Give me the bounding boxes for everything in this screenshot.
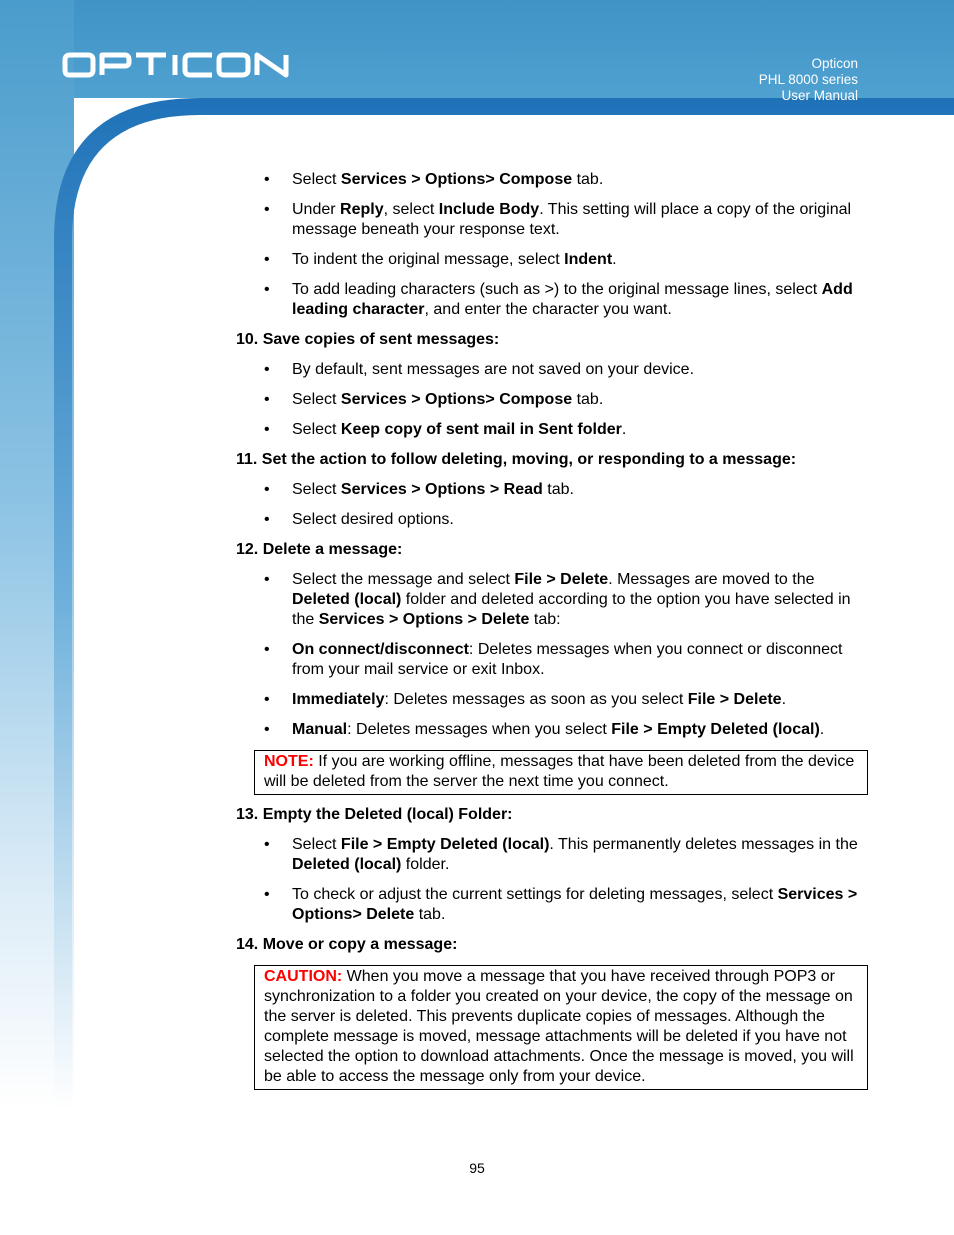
bold-text: Add leading character — [292, 281, 853, 318]
text: Select desired options. — [292, 511, 454, 528]
text: . Messages are moved to the — [608, 571, 815, 588]
page-number: 95 — [469, 1160, 485, 1176]
bold-text: Services > Options > Read — [340, 481, 543, 498]
header-series: PHL 8000 series — [758, 72, 858, 87]
text: Select — [292, 171, 341, 188]
text: folder and deleted according to the option you have selected in the — [292, 591, 851, 628]
text: . — [819, 721, 825, 738]
text: By default, sent messages are not saved on your device. — [292, 361, 695, 378]
header-document-info — [759, 56, 858, 104]
text: . — [621, 421, 627, 438]
page-content — [236, 170, 868, 1100]
bullet-item — [236, 510, 868, 530]
bold-text: Reply — [340, 201, 384, 218]
bold-text: Deleted (local) — [292, 591, 402, 608]
text: tab. — [572, 171, 604, 188]
bold-text: Keep copy of sent mail in Sent folder — [340, 421, 622, 438]
bold-text: Services > Options> Compose — [340, 391, 573, 408]
section-heading: 14. Move or copy a message: — [236, 936, 458, 953]
text: : Deletes messages when you select — [347, 721, 612, 738]
section-heading: 12. Delete a message: — [236, 541, 403, 558]
text: tab. — [542, 481, 574, 498]
bullet-item — [236, 420, 868, 440]
note-box — [254, 750, 868, 795]
callout-label: NOTE: — [264, 753, 314, 770]
bullet-item — [236, 170, 868, 190]
text: . This setting will place a copy of the original message beneath your response text. — [292, 201, 852, 238]
section-heading: 11. Set the action to follow deleting, moving, or responding to a message: — [236, 451, 797, 468]
bullet-item — [236, 720, 868, 740]
text: : Deletes messages as soon as you select — [384, 691, 688, 708]
bold-text: On connect/disconnect — [292, 641, 469, 658]
bold-text: Deleted (local) — [292, 856, 402, 873]
bullet-item — [236, 360, 868, 380]
section-heading: 13. Empty the Deleted (local) Folder: — [236, 806, 513, 823]
text: tab: — [529, 611, 561, 628]
callout-text: When you move a message that you have received through POP3 or synchronization to a folder you created on your device, the copy of the message on the server is deleted. This prevents duplicate copies of messages. Although the complete message is moved, message attachments will be deleted if you have not selected the option to download attachments. Once the message is moved, you will be able to access the message only from your device. — [264, 968, 854, 1085]
section-heading: 10. Save copies of sent messages: — [236, 331, 500, 348]
text: , select — [383, 201, 439, 218]
callout-text: If you are working offline, messages that have been deleted from the device will be deleted from the server the next time you connect. — [264, 753, 855, 790]
bullet-item — [236, 480, 868, 500]
header-doc: User Manual — [781, 88, 858, 103]
text: : Deletes messages when you connect or disconnect from your mail service or exit Inbox. — [292, 641, 843, 678]
callout-label: CAUTION: — [264, 968, 343, 985]
bullet-item — [236, 835, 868, 875]
bullet-item — [236, 280, 868, 320]
text: tab. — [572, 391, 604, 408]
bold-text: File > Delete — [514, 571, 609, 588]
bold-text: Services > Options> Compose — [340, 171, 573, 188]
text: folder. — [401, 856, 450, 873]
text: . — [781, 691, 787, 708]
text: Select — [292, 421, 341, 438]
bullet-item — [236, 640, 868, 680]
bold-text: Manual — [292, 721, 348, 738]
text: tab. — [414, 906, 446, 923]
bullet-item — [236, 250, 868, 270]
bullet-item — [236, 390, 868, 410]
text: Select the message and select — [292, 571, 515, 588]
opticon-logo — [62, 52, 294, 78]
bullet-item — [236, 885, 868, 925]
bullet-item — [236, 570, 868, 630]
bold-text: Services > Options> Delete — [292, 886, 858, 923]
text: , and enter the character you want. — [424, 301, 672, 318]
text: Select — [292, 481, 341, 498]
text: Select — [292, 836, 341, 853]
text: . This permanently deletes messages in the — [549, 836, 858, 853]
bold-text: File > Delete — [687, 691, 782, 708]
text: To check or adjust the current settings for deleting messages, select — [292, 886, 778, 903]
text: Select — [292, 391, 341, 408]
bold-text: Indent — [564, 251, 613, 268]
bullet-item — [236, 690, 868, 710]
bold-text: File > Empty Deleted (local) — [611, 721, 820, 738]
bold-text: File > Empty Deleted (local) — [340, 836, 550, 853]
header-company: Opticon — [811, 56, 858, 71]
text: To indent the original message, select — [292, 251, 565, 268]
bold-text: Services > Options > Delete — [318, 611, 530, 628]
text: . — [612, 251, 617, 268]
text: To add leading characters (such as >) to the original message lines, select — [292, 281, 822, 298]
caution-box — [254, 965, 868, 1090]
bold-text: Include Body — [438, 201, 540, 218]
text: Under — [292, 201, 341, 218]
bold-text: Immediately — [292, 691, 385, 708]
bullet-item — [236, 200, 868, 240]
